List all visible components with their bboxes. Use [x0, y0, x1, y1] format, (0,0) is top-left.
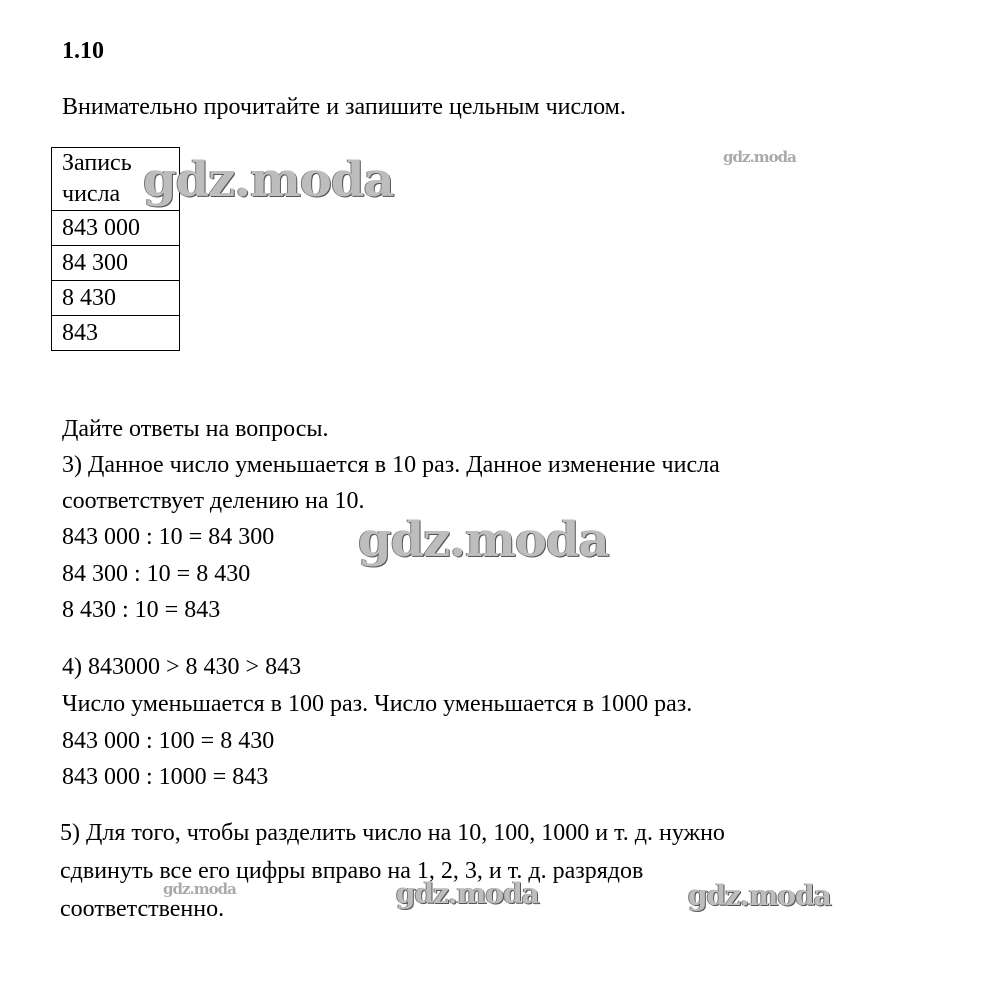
q5-line2: сдвинуть все его цифры вправо на 1, 2, 3, и т. д. разрядов — [60, 858, 644, 884]
table-cell: 84 300 — [52, 246, 180, 281]
table-cell: 843 — [52, 316, 180, 351]
table-row — [52, 281, 180, 316]
watermark-logo: gdz.moda — [688, 879, 831, 912]
q4-line1: 4) 843000 > 8 430 > 843 — [62, 654, 302, 680]
table-cell: 843 000 — [52, 211, 180, 246]
table-row — [52, 246, 180, 281]
watermark-logo: gdz.moda — [163, 880, 236, 898]
table-cell: 8 430 — [52, 281, 180, 316]
table-row — [52, 211, 180, 246]
q4-line2: Число уменьшается в 100 раз. Число уменьшается в 1000 раз. — [62, 691, 693, 717]
table-header-text: Запись числа — [62, 150, 132, 207]
answers-heading: Дайте ответы на вопросы. — [62, 416, 329, 442]
q3-line2: соответствует делению на 10. — [62, 488, 365, 514]
task-number: 1.10 — [62, 38, 104, 64]
q5-line3: соответственно. — [60, 896, 225, 922]
table-row — [52, 316, 180, 351]
q3-calc-1: 843 000 : 10 = 84 300 — [62, 524, 275, 550]
q3-calc-3: 8 430 : 10 = 843 — [62, 597, 221, 623]
q3-line1: 3) Данное число уменьшается в 10 раз. Данное изменение числа — [62, 452, 720, 478]
q4-calc-1: 843 000 : 100 = 8 430 — [62, 728, 275, 754]
q4-calc-2: 843 000 : 1000 = 843 — [62, 764, 269, 790]
instruction-text: Внимательно прочитайте и запишите цельным числом. — [62, 94, 626, 120]
watermark-logo: gdz.moda — [358, 512, 609, 568]
q5-line1: 5) Для того, чтобы разделить число на 10, 100, 1000 и т. д. нужно — [60, 820, 725, 846]
watermark-logo: gdz.moda — [143, 152, 394, 208]
watermark-logo: gdz.moda — [723, 148, 796, 166]
watermark-logo: gdz.moda — [396, 877, 539, 910]
q3-calc-2: 84 300 : 10 = 8 430 — [62, 561, 251, 587]
